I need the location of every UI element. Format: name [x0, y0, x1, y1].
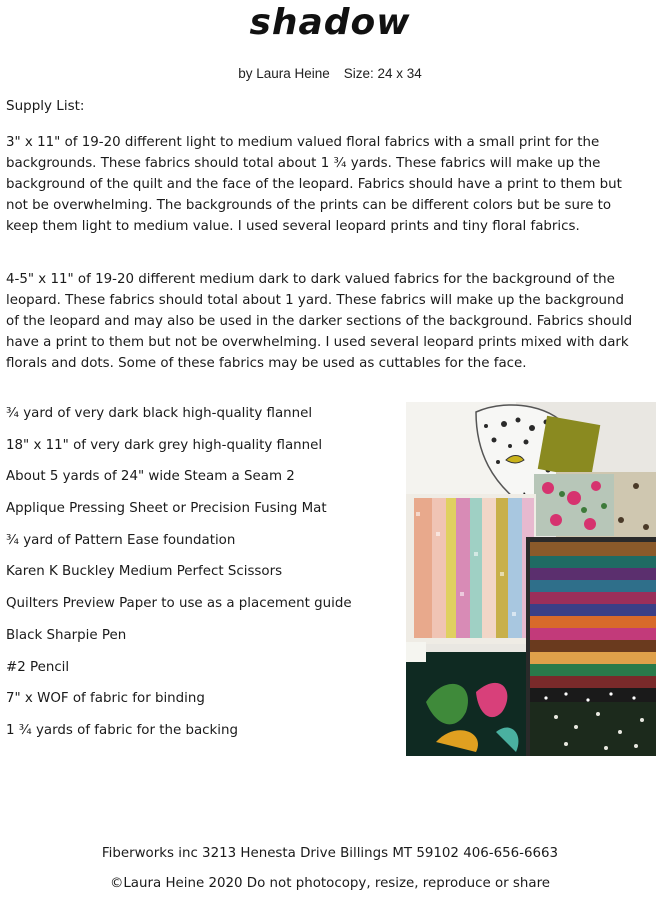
pattern-title: shadow — [249, 2, 411, 43]
list-item: Applique Pressing Sheet or Precision Fusing Mat — [6, 501, 327, 517]
list-item: Quilters Preview Paper to use as a placement guide — [6, 596, 352, 612]
light-fabrics-paragraph: 3" x 11" of 19-20 different light to medium valued floral fabrics with a small print for the backgrounds. These fabrics should total about 1 ¾ yards. These fabrics will make up the background of the quilt and the face of the leopard. Fabrics should have a print to them but not be overwhelming. The backgrounds of the prints can be different colors but be sure to keep them light to medium value. I used several leopard prints and tiny floral fabrics. — [6, 135, 622, 234]
list-item: 18" x 11" of very dark grey high-quality flannel — [6, 437, 323, 453]
dark-fabrics-paragraph: 4-5" x 11" of 19-20 different medium dark to dark valued fabrics for the background of the leopard. These fabrics should total about 1 yard. These fabrics will make up the background of the leopard and may also be used in the darker sections of the background. Fabrics should have a print to them but not be overwhelming. I used several leopard prints mixed with dark florals and dots. Some of these fabrics may be used as cuttables for the face. — [6, 272, 633, 371]
pattern-size: Size: 24 x 34 — [343, 66, 422, 81]
list-item: About 5 yards of 24" wide Steam a Seam 2 — [6, 469, 295, 485]
supply-list-heading: Supply List: — [6, 98, 85, 114]
list-item: ¾ yard of Pattern Ease foundation — [6, 532, 236, 548]
byline — [0, 66, 660, 81]
fabric-photo — [406, 402, 656, 756]
list-item: #2 Pencil — [6, 659, 70, 675]
footer-address: Fiberworks inc 3213 Henesta Drive Billings MT 59102 406-656-6663 — [101, 846, 559, 861]
list-item: Karen K Buckley Medium Perfect Scissors — [6, 564, 283, 580]
list-item: Black Sharpie Pen — [6, 627, 127, 643]
footer-copyright: ©Laura Heine 2020 Do not photocopy, resize, reproduce or share — [109, 876, 551, 891]
supply-items-list — [6, 402, 352, 751]
list-item: ¾ yard of very dark black high-quality flannel — [6, 406, 313, 421]
list-item: 7" x WOF of fabric for binding — [6, 691, 205, 707]
list-item: 1 ¾ yards of fabric for the backing — [6, 722, 239, 738]
author: by Laura Heine — [238, 66, 330, 81]
